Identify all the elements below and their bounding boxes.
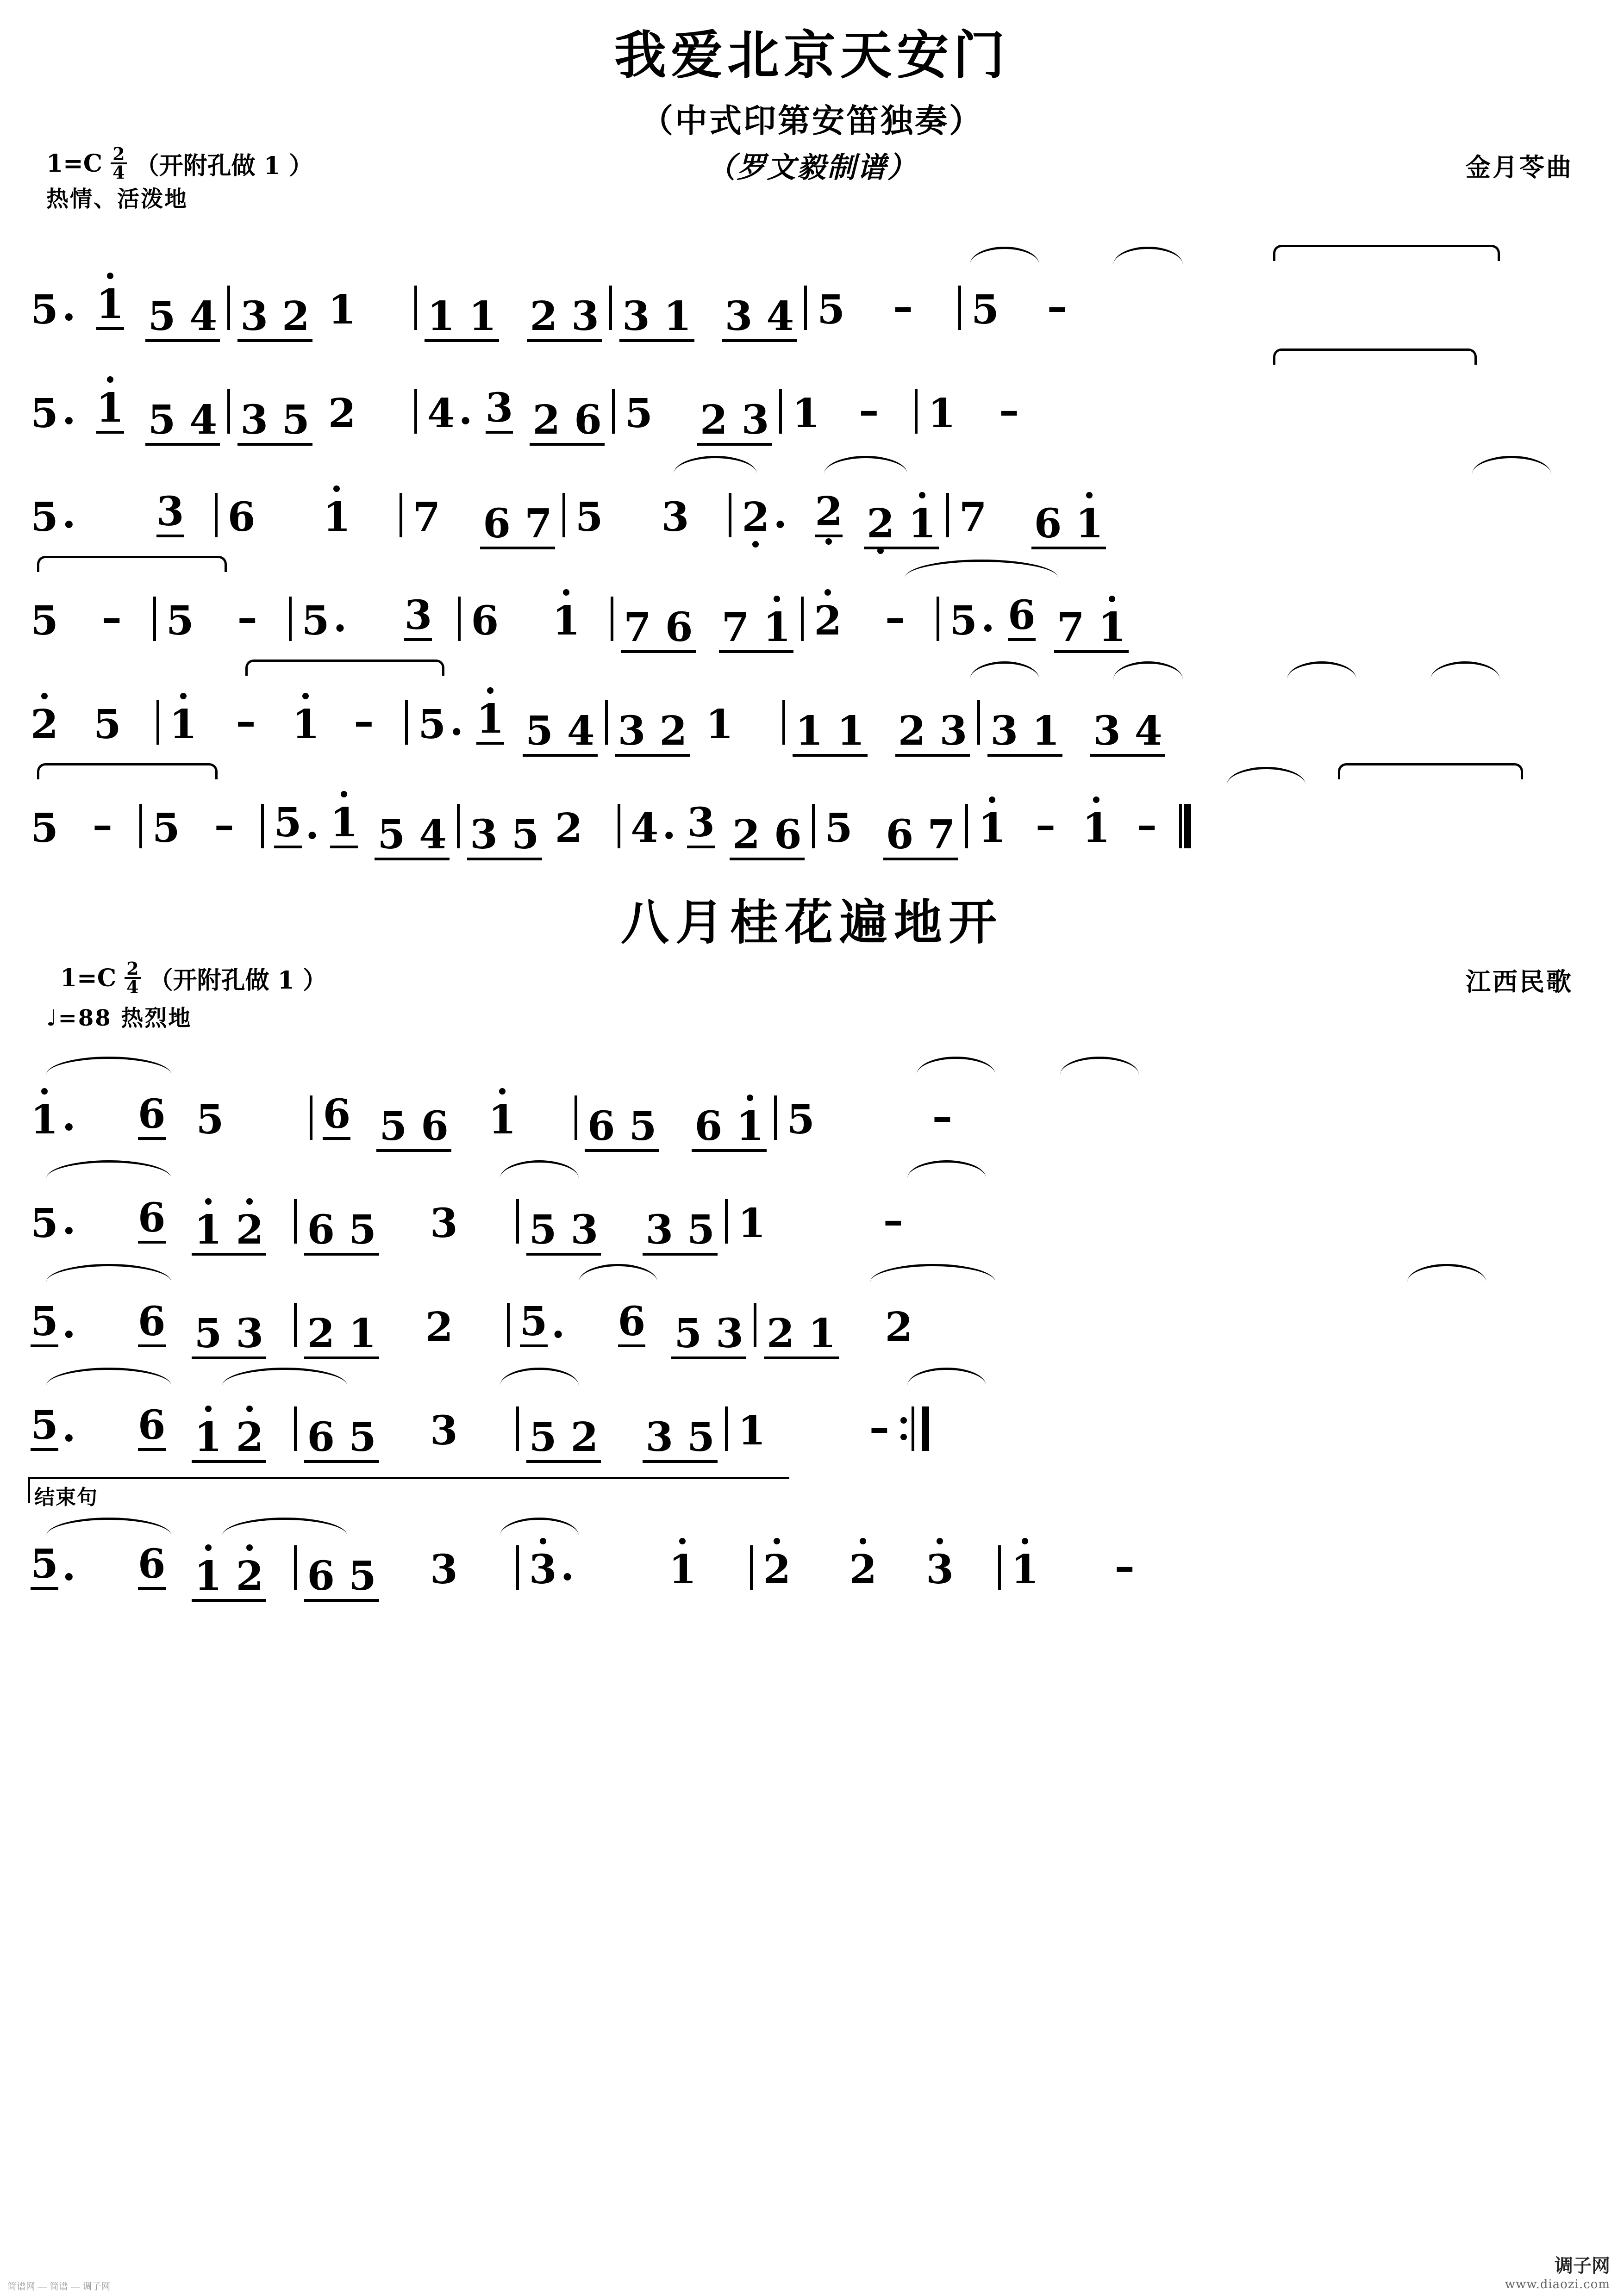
barline [609,286,612,330]
barline [725,1199,728,1244]
note: 1 [706,701,734,748]
note: 5 [971,286,999,333]
note: 2 [555,805,583,852]
barline [750,1545,753,1590]
aug-dot: . [62,1300,76,1347]
note: 4 [427,390,455,437]
note: 1 [292,701,320,748]
repeat-dots [900,1406,907,1451]
note-beamed-pair: 5 4 [145,400,220,446]
barline [812,804,815,848]
barline [937,597,939,641]
note-beamed-pair: 3 4 [722,297,797,342]
song1-key-signature [46,143,313,183]
sustain-dash: – [1047,283,1067,330]
sustain-dash: – [354,698,374,745]
barline [998,1545,1001,1590]
song1-staff-line-3 [28,446,1596,549]
final-barline-thick [1184,804,1191,848]
note-beamed-pair: 6 5 [304,1418,379,1463]
sustain-dash: – [237,594,257,641]
note: 6 [997,596,1038,653]
sustain-dash: – [883,1197,903,1244]
note: 5 [517,1302,550,1359]
aug-dot: . [62,1093,76,1140]
barline [754,1303,756,1347]
barline [801,597,804,641]
note: 3 [926,1546,954,1593]
note: 1 [928,390,956,437]
sustain-dash: – [236,698,256,745]
note: 5 [93,701,121,748]
barline [156,700,159,745]
barline [516,1545,519,1590]
note-beamed-pair: 7 1 [719,608,794,653]
song1-staff-line-1 [28,238,1596,342]
note: 5 [152,805,180,852]
note: 6 [567,1302,649,1359]
note-beamed-pair: 5 6 [376,1107,451,1152]
sustain-dash: – [214,802,234,848]
note-beamed-pair: 3 5 [643,1210,718,1256]
song1-composer: 金月苓曲 [1466,152,1573,182]
song2-tempo-mark: ♩=88 热烈地 [46,1005,192,1031]
song1-expression-mark: 热情、活泼地 [46,186,188,212]
sustain-dash: – [869,1404,889,1451]
note: 5 [817,286,845,333]
barline [912,1406,914,1451]
note: 6 [78,1302,169,1359]
note-beamed-pair: 6 5 [304,1556,379,1602]
note: 1 [328,286,356,333]
note: 3 [430,1546,458,1593]
barline [618,804,620,848]
barline [977,700,980,745]
song2-key-signature [60,960,327,996]
note-beamed-pair: 2 3 [527,297,602,342]
note: 5 [625,390,653,437]
note: 5 [31,390,58,437]
sustain-dash: – [1036,802,1056,848]
note: 5 [418,701,446,748]
note: 1 [321,803,361,860]
aug-dot: . [62,1197,76,1244]
barline [227,389,230,434]
note: 2 [814,597,842,644]
aug-dot: . [62,1543,76,1590]
ending-bracket-line [28,1477,789,1503]
note: 6 [78,1544,169,1602]
note: 5 [301,597,330,644]
note: 5 [31,805,58,852]
aug-dot: . [62,491,76,537]
note: 1 [1082,805,1110,852]
note: 1 [169,701,197,748]
barline [725,1406,728,1451]
time-numerator: 2 [111,146,126,164]
note-beamed-pair: 2 3 [895,711,970,757]
note: 5 [166,597,194,644]
song1-key-note: （开附孔做 1 ） [135,151,313,180]
aug-dot: . [773,491,787,537]
barline [414,389,417,434]
barline [562,493,565,537]
barline [605,700,608,745]
barline [612,389,615,434]
note: 5 [31,494,58,541]
barline [946,493,949,537]
time-numerator: 2 [125,960,140,979]
song2-title: 八月桂花遍地开 [620,894,1003,951]
note-beamed-pair: 5 4 [375,815,450,860]
barline [294,1199,297,1244]
sustain-dash: – [101,594,122,641]
sustain-dash: – [1137,802,1157,848]
time-denominator: 4 [112,162,125,183]
note: 4 [631,805,659,852]
note: 1 [552,597,581,644]
note: 5 [271,803,305,860]
sustain-dash: – [859,387,879,434]
aug-dot: . [62,1404,76,1451]
note-beamed-pair: 6 7 [480,504,555,549]
note: 6 [227,494,256,541]
barline [405,700,408,745]
note: 5 [787,1096,815,1143]
barline [611,597,613,641]
song2-composer: 江西民歌 [1466,967,1573,996]
barline [227,286,230,330]
aug-dot: . [662,802,676,848]
aug-dot: . [62,387,76,434]
song2-staff-line-4 [28,1359,1596,1463]
barline [915,389,918,434]
note: 7 [959,494,987,541]
aug-dot: . [333,594,347,641]
note: 1 [78,388,127,446]
note: 5 [824,805,853,852]
note-beamed-pair: 1 1 [425,297,500,342]
sustain-dash: – [999,387,1019,434]
note: 1 [1011,1546,1039,1593]
barline [289,597,292,641]
note-beamed-pair: 5 3 [671,1314,746,1359]
note: 5 [31,1200,58,1247]
barline [575,1095,577,1140]
note-beamed-pair: 3 2 [615,711,690,757]
barline [294,1545,297,1590]
barline [507,1303,510,1347]
ending-label: 结束句 [34,1486,98,1509]
note: 1 [738,1200,766,1247]
song2-time-signature [121,960,144,996]
note-beamed-pair: 7 6 [621,608,696,653]
song2-staff-line-1 [28,1048,1596,1152]
note: 3 [430,1407,458,1454]
note-beamed-pair: 5 3 [526,1210,601,1256]
note: 1 [323,494,351,541]
barline [261,804,264,848]
song1-key-label: 1=C [46,149,103,178]
barline [153,597,156,641]
sustain-dash: – [92,802,112,848]
note: 1 [738,1407,766,1454]
note: 3 [475,388,516,446]
note: 5 [196,1096,224,1143]
repeat-barline-thick [922,1406,929,1451]
barline [457,804,460,848]
note: 2 [425,1304,453,1350]
barline [804,286,807,330]
note: 2 [328,390,356,437]
song1-subtitle: （中式印第安笛独奏） [641,101,983,140]
note-beamed-pair: 6 1 [1031,504,1106,549]
note: 3 [529,1546,557,1593]
note: 1 [488,1096,516,1143]
aug-dot: . [981,594,995,641]
note: 2 [763,1546,791,1593]
song2-meta-row [0,960,1624,1030]
note-beamed-pair: 3 2 [237,297,312,342]
song1-staff-line-2 [28,342,1596,446]
song1-title: 我爱北京天安门 [614,25,1010,86]
song1-staff-line-6 [28,757,1596,860]
note: 1 [978,805,1006,852]
note: 3 [78,492,187,549]
sustain-dash: – [893,283,913,330]
note: 3 [661,494,689,541]
note-beamed-pair: 2 1 [864,504,939,549]
sustain-dash: – [932,1093,952,1140]
song2-staff-line-2 [28,1152,1596,1256]
aug-dot: . [551,1300,565,1347]
note-beamed-pair: 3 5 [237,400,312,446]
note: 2 [849,1546,877,1593]
barline [139,804,142,848]
song1-meta-row [0,141,1624,212]
sustain-dash: – [885,594,906,641]
note-beamed-pair: 1 1 [793,711,868,757]
ending-section-bracket [28,1477,1596,1509]
note: 2 [789,492,845,549]
barline [516,1406,519,1451]
note: 7 [412,494,441,541]
barline [965,804,968,848]
note-beamed-pair: 7 1 [1054,608,1129,653]
note: 5 [575,494,603,541]
barline [782,700,785,745]
note: 5 [28,1302,61,1359]
note: 1 [31,1096,58,1143]
note-beamed-pair: 3 5 [467,815,542,860]
note-beamed-pair: 6 1 [692,1107,767,1152]
note-beamed-pair: 5 2 [526,1418,601,1463]
aug-dot: . [305,802,319,848]
site-url[interactable]: www.diaozi.com [1505,2277,1610,2291]
note: 6 [320,1095,353,1152]
note: 2 [742,494,770,541]
note: 2 [31,701,58,748]
barline [294,1303,297,1347]
song2-key-note: （开附孔做 1 ） [149,966,327,995]
barline [774,1095,777,1140]
note: 5 [28,1544,61,1602]
note-beamed-pair: 3 4 [1090,711,1165,757]
aug-dot: . [450,698,464,745]
note: 5 [31,597,58,644]
note-beamed-pair: 1 2 [192,1556,267,1602]
note-beamed-pair: 5 4 [523,711,598,757]
note: 1 [78,285,127,342]
watermark-text: 简谱网 — 简谱 — 调子网 [7,2282,111,2292]
note-beamed-pair: 5 4 [145,297,220,342]
barline [458,597,461,641]
note: 5 [31,286,58,333]
aug-dot: . [62,283,76,330]
song2-key-label: 1=C [60,964,117,992]
note-beamed-pair: 2 3 [697,400,772,446]
note: 6 [78,1095,169,1152]
note: 1 [792,390,820,437]
song1-arranger: （罗文毅制谱） [706,150,918,184]
song2-ending-staff-line [28,1509,1596,1602]
note-beamed-pair: 1 2 [192,1210,267,1256]
note: 3 [678,803,718,860]
note-beamed-pair: 2 1 [304,1314,379,1359]
note: 2 [885,1304,913,1350]
aug-dot: . [458,387,473,434]
note: 5 [28,1406,61,1463]
note: 1 [668,1546,697,1593]
barline [294,1406,297,1451]
barline [310,1095,312,1140]
note-beamed-pair: 6 5 [304,1210,379,1256]
note-beamed-pair: 3 5 [643,1418,718,1463]
barline [958,286,961,330]
note-beamed-pair: 1 2 [192,1418,267,1463]
aug-dot: . [560,1543,575,1590]
barline [215,493,218,537]
barline [414,286,417,330]
note-beamed-pair: 2 1 [764,1314,839,1359]
barline [516,1199,519,1244]
note: 5 [949,597,977,644]
note-beamed-pair: 5 3 [192,1314,267,1359]
song1-staff-line-5 [28,653,1596,757]
time-denominator: 4 [126,977,139,998]
final-barline [1179,804,1182,848]
note-beamed-pair: 3 1 [987,711,1062,757]
barline [729,493,731,537]
barline [400,493,402,537]
note-beamed-pair: 6 5 [585,1107,660,1152]
note: 3 [430,1200,458,1247]
song1-staff-line-4 [28,549,1596,653]
note-beamed-pair: 2 6 [530,400,605,446]
site-footer [1505,2251,1610,2291]
note-beamed-pair: 2 6 [730,815,805,860]
barline [779,389,782,434]
song1-time-signature [107,143,130,183]
note: 6 [78,1406,169,1463]
note: 3 [349,596,435,653]
note-beamed-pair: 3 1 [619,297,694,342]
note: 6 [78,1198,169,1256]
sustain-dash: – [1114,1543,1135,1590]
site-name: 调子网 [1555,2255,1610,2277]
note: 1 [465,699,507,757]
note: 6 [471,597,499,644]
song2-staff-line-3 [28,1256,1596,1359]
note-beamed-pair: 6 7 [883,815,958,860]
